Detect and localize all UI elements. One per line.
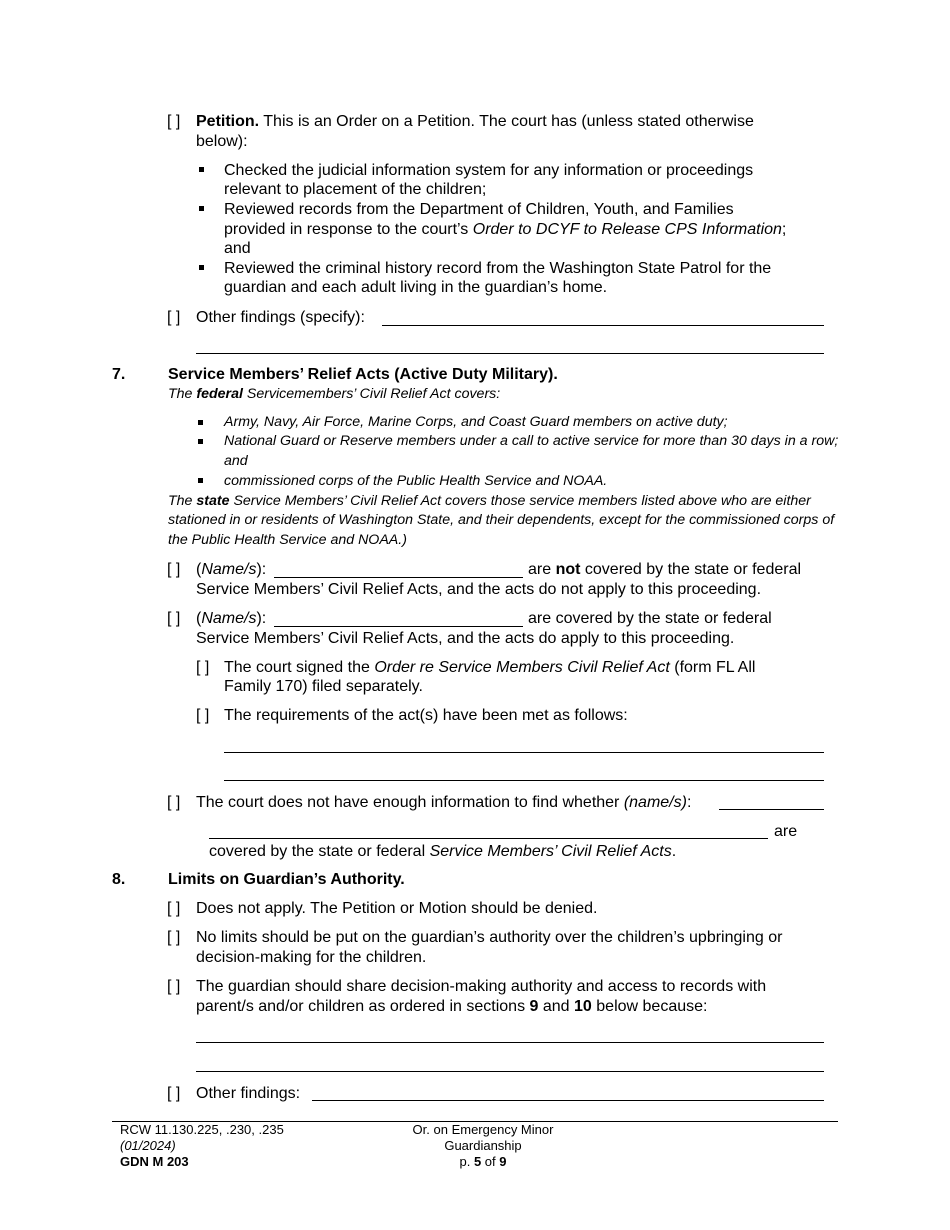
no-limits-checkbox[interactable]: [ ] bbox=[167, 929, 181, 946]
petition-title: Petition. bbox=[196, 113, 260, 130]
smra-not-enough-info-line3: covered by the state or federal Service Members’ Civil Relief Acts. bbox=[209, 843, 677, 860]
share-authority-line1: The guardian should share decision-making authority and access to records with bbox=[196, 978, 767, 995]
petition-bullet-3-line1: Reviewed the criminal history record from the Washington State Patrol for the bbox=[224, 260, 772, 277]
petition-bullet-3-line2: guardian and each adult living in the guardian’s home. bbox=[224, 279, 608, 296]
section-7-state-line2: stationed in or residents of Washington State, and their dependents, except for the commissioned corps of bbox=[168, 512, 835, 528]
smra-not-covered-name-label: (Name/s): bbox=[196, 561, 267, 578]
smra-requirements-field-1[interactable] bbox=[224, 752, 824, 753]
bullet-icon bbox=[198, 439, 203, 444]
limits-not-apply-text: Does not apply. The Petition or Motion should be denied. bbox=[196, 900, 598, 917]
section-7-bullet-3: commissioned corps of the Public Health Service and NOAA. bbox=[224, 473, 608, 489]
petition-bullet-2-line2: provided in response to the court’s Order to DCYF to Release CPS Information; bbox=[224, 221, 787, 238]
section-7-bullet-2-cont: and bbox=[224, 453, 248, 469]
smra-requirements-met-checkbox[interactable]: [ ] bbox=[196, 707, 210, 724]
petition-bullet-1-line2: relevant to placement of the children; bbox=[224, 181, 487, 198]
smra-order-signed-checkbox[interactable]: [ ] bbox=[196, 659, 210, 676]
section-7-title: Service Members’ Relief Acts (Active Duty Military). bbox=[168, 366, 558, 383]
bullet-icon bbox=[199, 167, 204, 172]
footer-form-number: GDN M 203 bbox=[120, 1154, 189, 1169]
smra-covered-name-label: (Name/s): bbox=[196, 610, 267, 627]
section-7-number: 7. bbox=[112, 366, 126, 383]
dcyf-order-title: Order to DCYF to Release CPS Information bbox=[472, 221, 782, 238]
other-findings-field[interactable] bbox=[312, 1100, 824, 1101]
petition-checkbox[interactable]: [ ] bbox=[167, 113, 181, 130]
smra-covered-text: are covered by the state or federal bbox=[528, 610, 772, 627]
smra-covered-checkbox[interactable]: [ ] bbox=[167, 610, 181, 627]
share-authority-checkbox[interactable]: [ ] bbox=[167, 978, 181, 995]
section-7-bullet-2: National Guard or Reserve members under a call to active service for more than 30 days in a row; bbox=[224, 433, 839, 449]
footer-date: (01/2024) bbox=[120, 1138, 176, 1153]
petition-bullet-2-line1: Reviewed records from the Department of Children, Youth, and Families bbox=[224, 201, 734, 218]
smra-not-enough-info-name-field-2[interactable] bbox=[209, 838, 768, 839]
other-findings-specify-checkbox[interactable]: [ ] bbox=[167, 309, 181, 326]
section-7-state-line3: the Public Health Service and NOAA.) bbox=[168, 532, 407, 548]
smra-requirements-met-text: The requirements of the act(s) have been met as follows: bbox=[224, 707, 628, 724]
no-limits-line2: decision-making for the children. bbox=[196, 949, 427, 966]
bullet-icon bbox=[198, 420, 203, 425]
other-findings-checkbox[interactable]: [ ] bbox=[167, 1085, 181, 1102]
smra-not-enough-info-checkbox[interactable]: [ ] bbox=[167, 794, 181, 811]
no-limits-line1: No limits should be put on the guardian’s authority over the children’s upbringing or bbox=[196, 929, 783, 946]
share-authority-field-2[interactable] bbox=[196, 1071, 824, 1072]
smra-order-signed-line2: Family 170) filed separately. bbox=[224, 678, 423, 695]
smra-not-enough-info-line1: The court does not have enough information to find whether (name/s): bbox=[196, 794, 692, 811]
petition-line1 bbox=[196, 112, 754, 132]
section-7-intro: The federal Servicemembers’ Civil Relief Act covers: bbox=[168, 386, 501, 402]
smra-not-enough-info-are: are bbox=[774, 823, 798, 840]
share-authority-line2: parent/s and/or children as ordered in sections 9 and 10 below because: bbox=[196, 998, 708, 1015]
bullet-icon bbox=[199, 265, 204, 270]
other-findings-specify-field[interactable] bbox=[382, 325, 824, 326]
smra-not-covered-name-field[interactable] bbox=[274, 577, 523, 578]
section-7-state-line1: The state Service Members’ Civil Relief Act covers those service members listed above who are either bbox=[168, 493, 811, 509]
smra-not-covered-text: are not covered by the state or federal bbox=[528, 561, 802, 578]
other-findings-specify-field-2[interactable] bbox=[196, 353, 824, 354]
footer-page-number: p. 5 of 9 bbox=[459, 1154, 507, 1169]
footer-title-line2: Guardianship bbox=[444, 1138, 522, 1153]
smra-not-covered-line2: Service Members’ Civil Relief Acts, and the acts do not apply to this proceeding. bbox=[196, 581, 762, 598]
petition-text: This is an Order on a Petition. The court has (unless stated otherwise bbox=[259, 113, 754, 130]
bullet-icon bbox=[199, 206, 204, 211]
bullet-icon bbox=[198, 478, 203, 483]
footer-title-line1: Or. on Emergency Minor bbox=[412, 1122, 554, 1137]
petition-bullet-2-line3: and bbox=[224, 240, 251, 257]
other-findings-label: Other findings: bbox=[196, 1085, 301, 1102]
footer-rcw: RCW 11.130.225, .230, .235 bbox=[120, 1122, 284, 1137]
limits-not-apply-checkbox[interactable]: [ ] bbox=[167, 900, 181, 917]
other-findings-specify-label: Other findings (specify): bbox=[196, 309, 365, 326]
smra-requirements-field-2[interactable] bbox=[224, 780, 824, 781]
petition-bullet-1-line1: Checked the judicial information system for any information or proceedings bbox=[224, 162, 754, 179]
share-authority-field-1[interactable] bbox=[196, 1042, 824, 1043]
section-8-number: 8. bbox=[112, 871, 126, 888]
smra-covered-line2: Service Members’ Civil Relief Acts, and the acts do apply to this proceeding. bbox=[196, 630, 735, 647]
smra-order-signed-line1: The court signed the Order re Service Members Civil Relief Act (form FL All bbox=[224, 659, 756, 676]
smra-covered-name-field[interactable] bbox=[274, 626, 523, 627]
section-7-bullet-1: Army, Navy, Air Force, Marine Corps, and Coast Guard members on active duty; bbox=[224, 414, 728, 430]
section-8-title: Limits on Guardian’s Authority. bbox=[168, 871, 405, 888]
petition-line2: below): bbox=[196, 133, 248, 150]
smra-not-enough-info-name-field[interactable] bbox=[719, 809, 824, 810]
smra-not-covered-checkbox[interactable]: [ ] bbox=[167, 561, 181, 578]
